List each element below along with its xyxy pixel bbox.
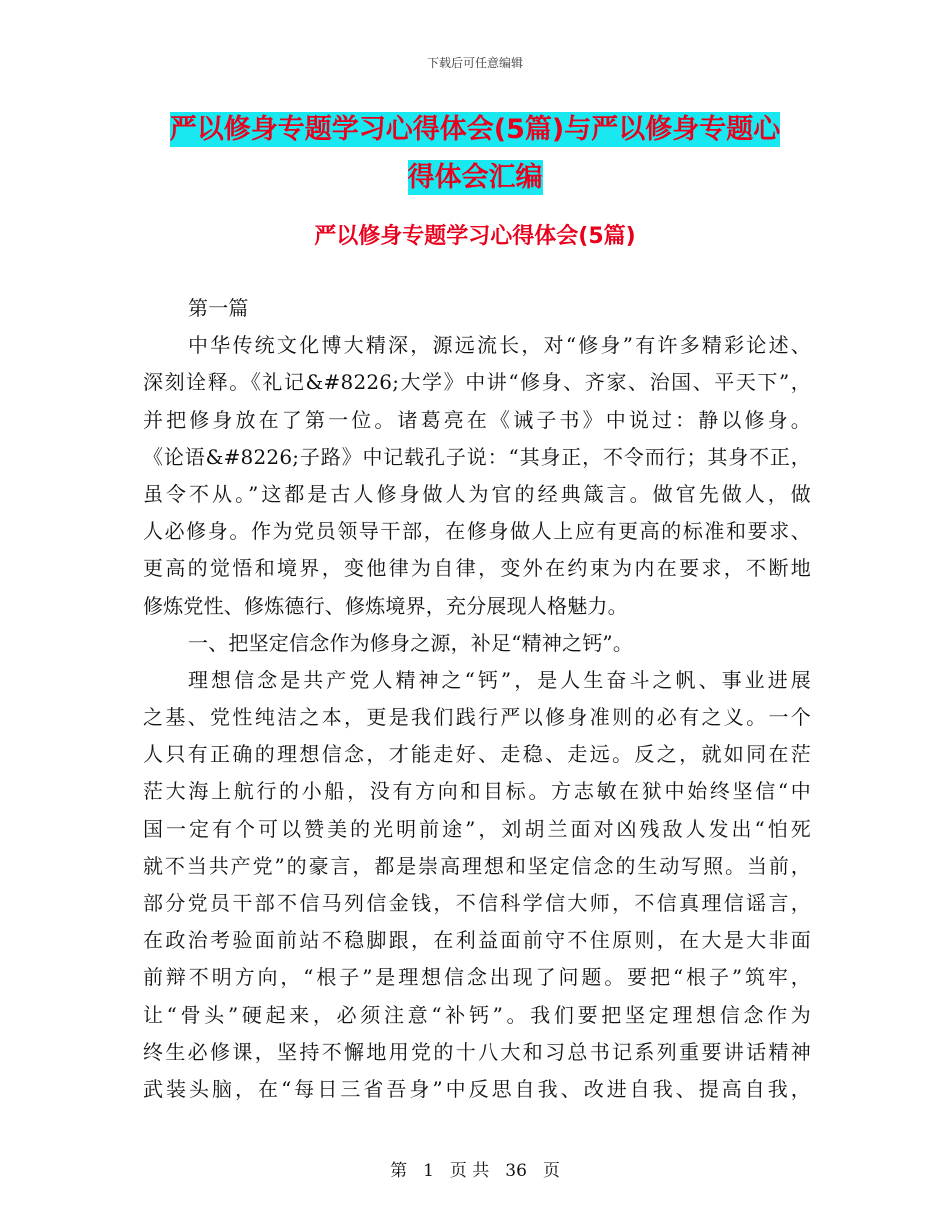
footer-page-number: 1 xyxy=(423,1161,434,1181)
header-note: 下载后可任意编辑 xyxy=(426,56,523,70)
body-text xyxy=(143,290,811,1108)
text-line: 深刻诠释。《礼记&#8226;大学》中讲“修身、齐家、治国、平天下”， xyxy=(143,370,811,395)
footer-middle: 页 共 xyxy=(449,1161,490,1181)
text-line: 茫大海上航行的小船，没有方向和目标。方志敏在狱中始终坚信“中 xyxy=(143,779,811,804)
text-line: 前辩不明方向，“根子”是理想信念出现了问题。要把“根子”筑牢， xyxy=(143,965,811,990)
section-title: 严以修身专题学习心得体会(5篇) xyxy=(314,224,636,249)
text-line: 更高的觉悟和境界，变他律为自律，变外在约束为内在要求，不断地 xyxy=(143,556,811,581)
text-line: 中华传统文化博大精深，源远流长，对“修身”有许多精彩论述、 xyxy=(188,333,811,358)
text-line: 终生必修课，坚持不懈地用党的十八大和习总书记系列重要讲话精神 xyxy=(143,1039,811,1064)
subsection-heading: 一、把坚定信念作为修身之源，补足“精神之钙”。 xyxy=(188,630,634,655)
text-line: 部分党员干部不信马列信金钱，不信科学信大师，不信真理信谣言， xyxy=(143,891,811,915)
footer-total-pages: 36 xyxy=(505,1161,527,1181)
text-line: 并把修身放在了第一位。诸葛亮在《诫子书》中说过：静以修身。 xyxy=(143,407,811,432)
text-line: 《论语&#8226;子路》中记载孔子说：“其身正，不令而行；其身不正， xyxy=(143,444,811,469)
text-line: 武装头脑，在“每日三省吾身”中反思自我、改进自我、提高自我， xyxy=(143,1076,811,1101)
paragraph-heading: 第一篇 xyxy=(188,296,249,320)
text-line: 让“骨头”硬起来，必须注意“补钙”。我们要把坚定理想信念作为 xyxy=(143,1002,811,1027)
text-line: 修炼党性、修炼德行、修炼境界，充分展现人格魅力。 xyxy=(143,593,628,618)
text-line: 虽令不从。”这都是古人修身做人为官的经典箴言。做官先做人，做 xyxy=(143,481,811,506)
document-title xyxy=(140,106,810,202)
text-line: 国一定有个可以赞美的光明前途”，刘胡兰面对凶残敌人发出“怕死 xyxy=(143,816,811,841)
text-line: 就不当共产党”的豪言，都是崇高理想和坚定信念的生动写照。当前， xyxy=(143,853,811,878)
text-line: 在政治考验面前站不稳脚跟，在利益面前守不住原则，在大是大非面 xyxy=(143,928,811,953)
footer-prefix: 第 xyxy=(390,1161,408,1181)
page-footer xyxy=(0,1156,950,1181)
footer-suffix: 页 xyxy=(542,1161,560,1181)
text-line: 人只有正确的理想信念，才能走好、走稳、走远。反之，就如同在茫 xyxy=(143,742,811,767)
text-line: 人必修身。作为党员领导干部，在修身做人上应有更高的标准和要求、 xyxy=(143,519,811,544)
document-title-line-1: 严以修身专题学习心得体会(5篇)与严以修身专题心 xyxy=(169,114,781,145)
text-line: 理想信念是共产党人精神之“钙”，是人生奋斗之帆、事业进展 xyxy=(188,667,811,692)
text-line: 之基、党性纯洁之本，更是我们践行严以修身准则的必有之义。一个 xyxy=(143,705,811,730)
document-title-line-2: 得体会汇编 xyxy=(407,162,543,193)
